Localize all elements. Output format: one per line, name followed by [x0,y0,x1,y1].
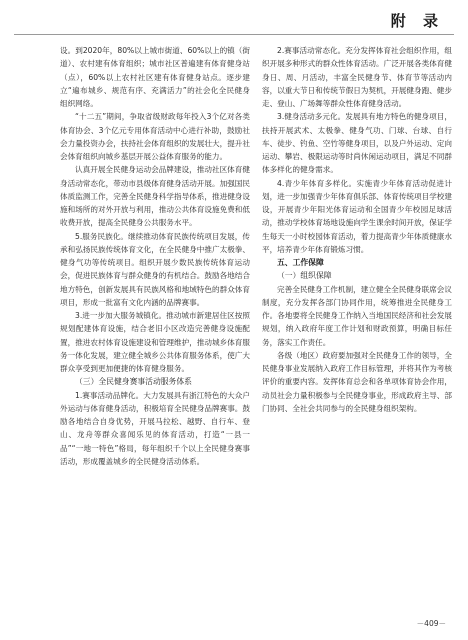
body-paragraph: 5.服务民族化。继续推动体育民族传统项目发展，传承和弘扬民族传统体育文化，在全民健身中推广太极拳、健身气功等传统项目。组织开展少数民族传统体育运动会，促进民族体育与群众健身的有机结合。鼓励各地结合地方特色，创新发展具有民族风格和地域特色的群众体育项目，形成一批富有文化内涵的品牌赛事。 [60,231,250,307]
body-paragraph: “十二五”期间，争取省级财政每年投入3个亿对各类体育协会、3个亿元专用体育活动中心进行补助，鼓励社会力量投资办会，扶持社会体育组织的发展壮大，提升社会体育组织向城乡基层开展公益体育服务的能力。 [60,112,250,161]
page-number: －409－ [416,619,446,628]
body-paragraph: 1.赛事活动品牌化。大力发展具有浙江特色的大众户外运动与体育健身活动，积极培育全民健身品牌赛事。鼓励各地结合自身优势，开展马拉松、越野、自行车、登山、龙舟等群众喜闻乐见的体育活动，打造“一县一品”“一地一特色”格局，每年组织千个以上全民健身赛事活动，形成覆盖城乡的全民健身活动体系。 [60,390,250,466]
body-paragraph: 3.健身活动多元化。发展具有地方特色的健身项目，扶持开展武术、太极拳、健身气功、门球、台球、自行车、徒步、钓鱼、空竹等健身项目，以及户外运动、定向运动、攀岩、极限运动等时尚休闲运动项目，满足不同群体多样化的健身需求。 [262,112,452,175]
body-paragraph: 各级（地区）政府要加强对全民健身工作的领导，全民健身事业发展纳入政府工作目标管理，并将其作为考核评价的重要内容。发挥体育总会和各单项体育协会作用，动员社会力量积极参与全民健身事业，形成政府主导、部门协同、全社会共同参与的全民健身组织架构。 [262,350,452,413]
section-heading: 五、工作保障 [277,258,324,267]
body-paragraph: 完善全民健身工作机制，建立健全全民健身联席会议制度，充分发挥各部门协同作用，统筹推进全民健身工作。各地要将全民健身工作纳入当地国民经济和社会发展规划，纳入政府年度工作计划和财政预算，明确目标任务，落实工作责任。 [262,284,452,347]
body-paragraph: 认真开展全民健身运动会品牌建设，推动社区体育健身活动常态化，带动市县级体育健身活动开展。加强国民体质监测工作，完善全民健身科学指导体系，推进健身设施和场所的对外开放与利用，推动公共体育设施免费和低收费开放，提高全民健身公共服务水平。 [60,165,250,228]
left-column [60,44,250,612]
section-heading: （一）组织保障 [277,271,332,281]
right-column [262,44,452,612]
body-paragraph: 4.青少年体育多样化。实施青少年体育活动促进计划，进一步加强青少年体育俱乐部、体育传统项目学校建设，开展青少年阳光体育运动和全国青少年校园足球活动，推动学校体育场地设施向学生课余时间开放，保证学生每天一小时校园体育活动，着力提高青少年体质健康水平，培养青少年体育锻炼习惯。 [262,178,452,254]
section-heading: （三）全民健身赛事活动服务体系 [75,377,192,387]
section-title: 附 录 [390,12,444,30]
body-paragraph: 设。到2020年，80%以上城市街道、60%以上的镇（街道）、农村建有体育组织；城市社区普遍建有体育健身站（点），60%以上农村社区建有体育健身站点。逐步建立“遍布城乡、规范有序、充满活力”的社会化全民健身组织网络。 [60,46,250,108]
header-rule [14,34,454,35]
body-paragraph: 3.进一步加大服务城镇化。推动城市新建居住区按照规划配建体育设施，结合老旧小区改造完善健身设施配置，推进农村体育设施建设和管理维护，推动城乡体育服务一体化发展，建立健全城乡公共体育服务体系，使广大群众享受到更加便捷的体育健身服务。 [60,311,250,373]
text-columns [60,44,452,612]
body-paragraph: 2.赛事活动常态化。充分发挥体育社会组织作用，组织开展多种形式的群众性体育活动。广泛开展各类体育健身日、周、月活动，丰富全民健身节、体育节等活动内容，以重大节日和传统节假日为契机，开展健身跑、健步走、登山、广场舞等群众性体育健身活动。 [262,46,452,108]
running-header [0,0,468,40]
